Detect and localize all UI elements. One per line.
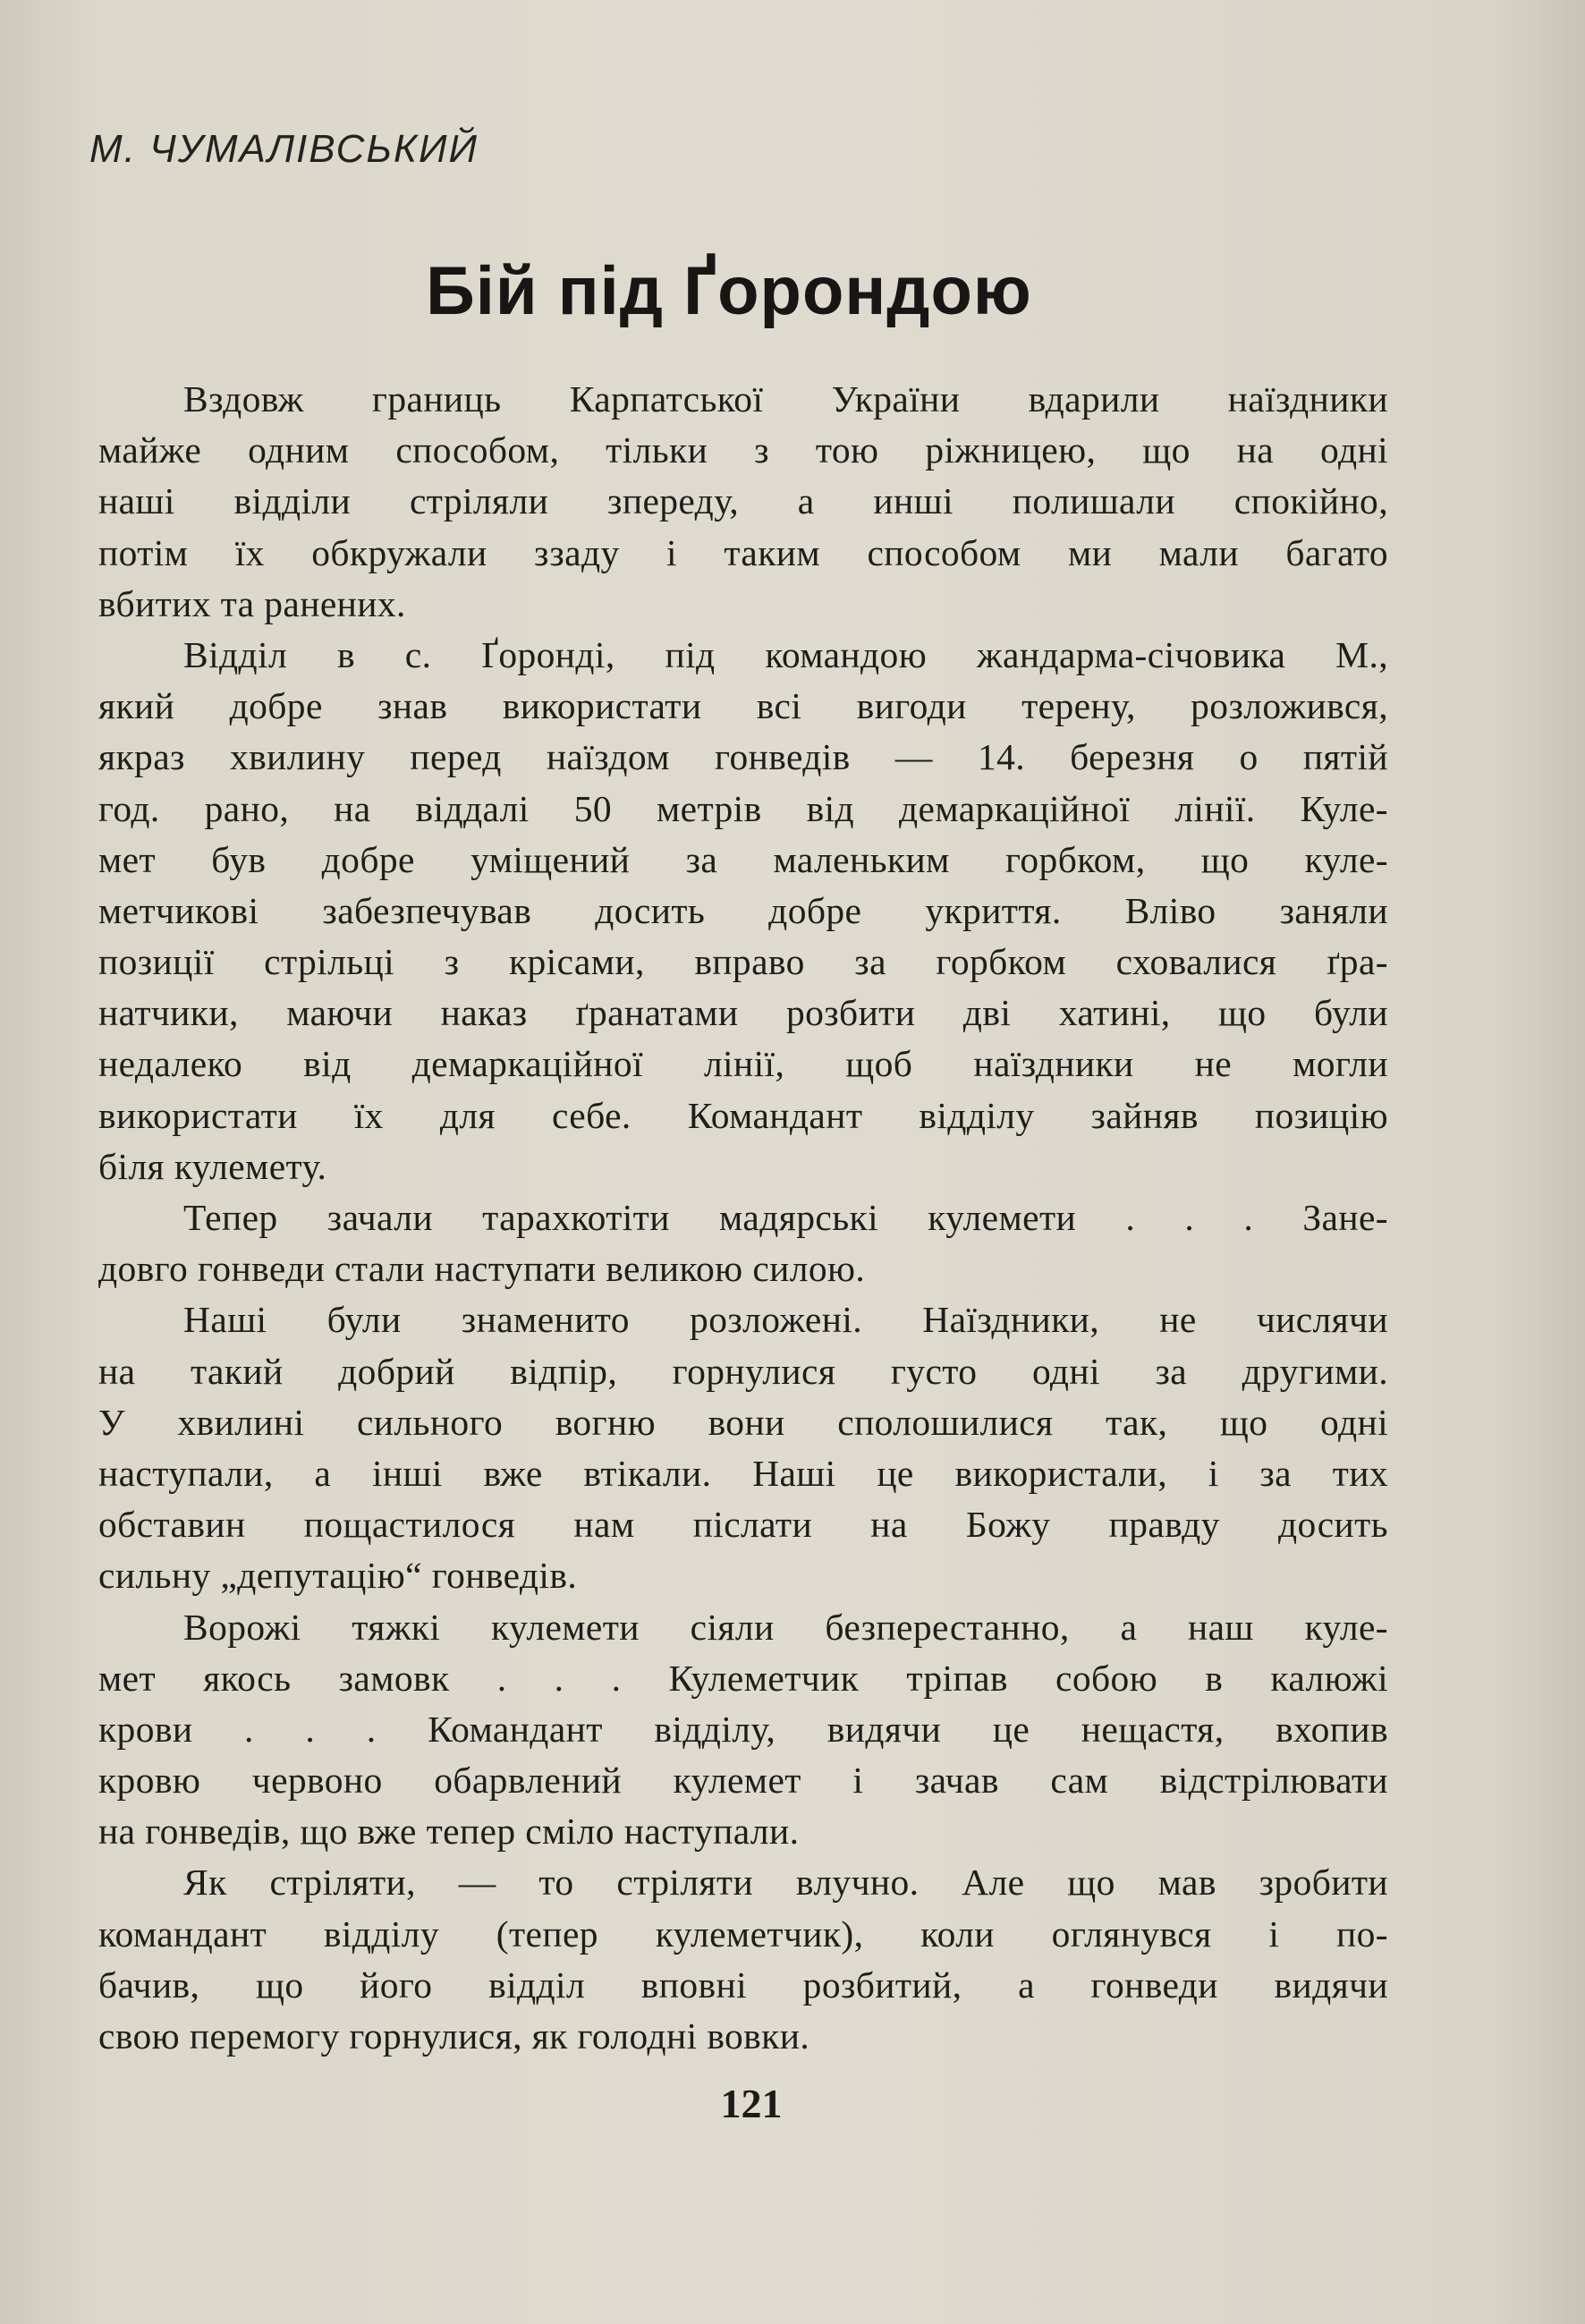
paragraph: [98, 1857, 1388, 2062]
text-line: на гонведів, що вже тепер сміло наступали.: [98, 1811, 800, 1853]
text-line: позиції стрільці з крісами, вправо за горбком сховалися ґра-: [98, 941, 1388, 983]
text-line: наступали, а інші вже втікали. Наші це використали, і за тих: [98, 1452, 1388, 1494]
text-line: сильну „депутацію“ гонведів.: [98, 1555, 578, 1597]
text-line: свою перемогу горнулися, як голодні вовки.: [98, 2015, 810, 2057]
text-line: мет був добре уміщений за маленьким горбком, що куле-: [98, 838, 1388, 880]
text-line: біля кулемету.: [98, 1145, 327, 1187]
text-line: наші відділи стріляли зпереду, а инші полишали спокійно,: [98, 480, 1388, 522]
body-text: [98, 374, 1388, 2062]
text-line: майже одним способом, тільки з тою ріжницею, що на одні: [98, 429, 1388, 471]
text-line: використати їх для себе. Командант відділу зайняв позицію: [98, 1094, 1388, 1136]
paragraph: [98, 374, 1388, 630]
text-line: Наші були знаменито розложені. Наїздники, не числячи: [183, 1299, 1388, 1341]
text-line: Вздовж границь Карпатської України вдарили наїздники: [183, 378, 1388, 420]
text-line: потім їх обкружали ззаду і таким способом ми мали багато: [98, 531, 1388, 573]
paragraph: [98, 1192, 1388, 1294]
text-line: Відділ в с. Ґоронді, під командою жандарма-січовика М.,: [183, 633, 1388, 675]
paragraph: [98, 1294, 1388, 1601]
text-line: вбитих та ранених.: [98, 582, 406, 624]
page-number: 121: [720, 2081, 783, 2126]
text-line: бачив, що його відділ вповні розбитий, а гонведи видячи: [98, 1964, 1388, 2006]
paragraph: [98, 1602, 1388, 1858]
text-line: на такий добрий відпір, горнулися густо одні за другими.: [98, 1350, 1388, 1392]
text-line: У хвилині сильного вогню вони сполошилися так, що одні: [98, 1401, 1388, 1443]
text-line: кровю червоно обарвлений кулемет і зачав сам відстрілювати: [98, 1760, 1388, 1802]
text-line: мет якось замовк . . . Кулеметчик тріпав собою в калюжі: [98, 1657, 1388, 1699]
text-line: обставин пощастилося нам післати на Божу правду досить: [98, 1504, 1388, 1546]
text-line: який добре знав використати всі вигоди терену, розложився,: [98, 685, 1388, 727]
text-line: довго гонведи стали наступати великою силою.: [98, 1248, 866, 1290]
author-name: М. ЧУМАЛІВСЬКИЙ: [89, 127, 479, 171]
text-line: крови . . . Командант відділу, видячи це нещастя, вхопив: [98, 1708, 1388, 1750]
text-line: якраз хвилину перед наїздом гонведів — 14. березня о пятій: [98, 736, 1388, 778]
paragraph: [98, 630, 1388, 1192]
text-line: Тепер зачали тарахкотіти мадярські кулемети . . . Зане-: [183, 1197, 1388, 1238]
text-line: год. рано, на віддалі 50 метрів від демаркаційної лінії. Куле-: [98, 787, 1388, 829]
chapter-title: Бій під Ґорондою: [426, 253, 1032, 329]
text-line: Як стріляти, — то стріляти влучно. Але що мав зробити: [183, 1862, 1388, 1904]
text-line: метчикові забезпечував досить добре укриття. Вліво заняли: [98, 889, 1388, 931]
text-line: командант відділу (тепер кулеметчик), коли оглянувся і по-: [98, 1913, 1388, 1955]
text-line: Ворожі тяжкі кулемети сіяли безперестанно, а наш куле-: [183, 1606, 1388, 1648]
text-line: недалеко від демаркаційної лінії, щоб наїздники не могли: [98, 1043, 1388, 1085]
text-line: натчики, маючи наказ ґранатами розбити дві хатині, що були: [98, 992, 1388, 1034]
